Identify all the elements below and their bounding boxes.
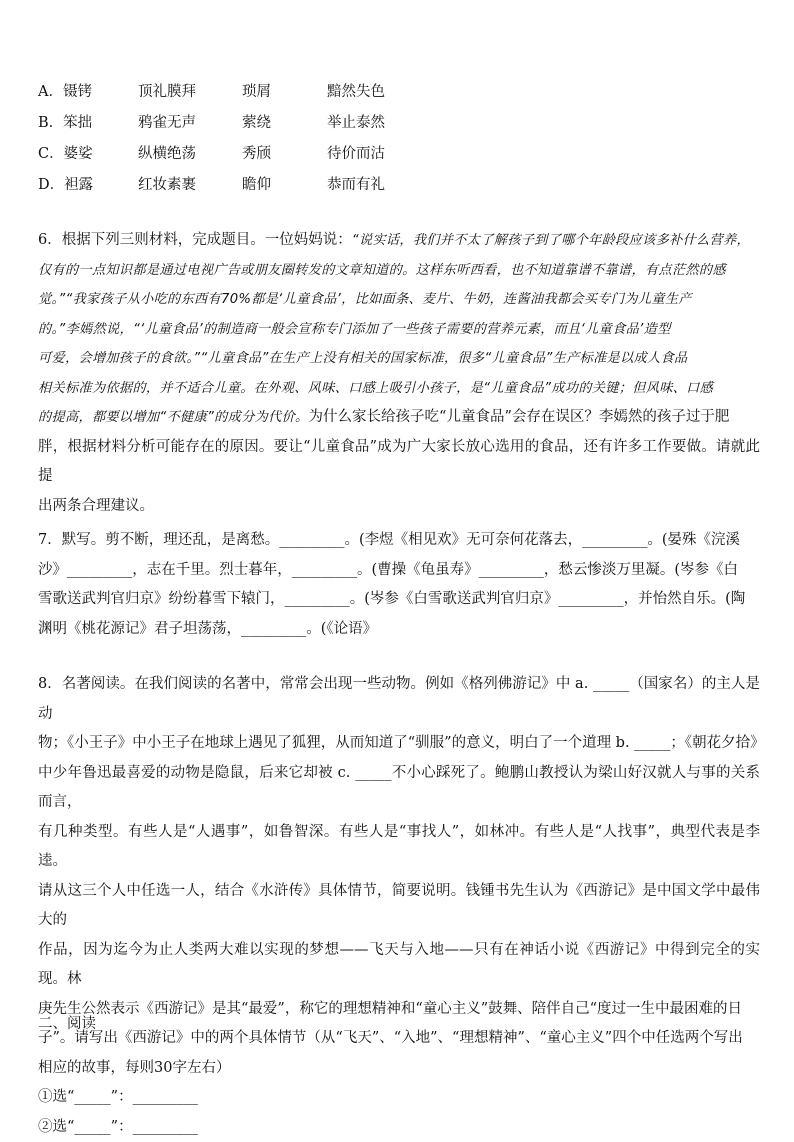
question-8-line: 相应的故事，每则30字左右） [38,1054,760,1084]
question-7 [38,526,760,644]
question-6-quote: “说实话，我们并不太了解孩子到了哪个年龄段应该多补什么营养， [352,233,750,248]
option-word-4: 举止泰然 [327,111,527,142]
option-word-2: 纵横绝荡 [138,142,242,173]
option-word-3: 萦绕 [242,111,327,142]
option-word-1: C．婆娑 [38,142,138,173]
answer-line-2: ②选“_____”：_________ [38,1113,760,1142]
option-word-2: 顶礼膜拜 [138,80,242,111]
question-6-line [38,226,760,256]
question-6-line: 胖，根据材料分析可能存在的原因。要让“儿童食品”成为广大家长放心选用的食品，还有许多工作要做。请就此提 [38,433,760,492]
option-row-d [38,173,758,204]
question-6 [38,226,760,521]
option-word-3: 秀颀 [242,142,327,173]
section-heading: 二、阅读 [38,1011,96,1037]
question-8-line: 庚先生公然表示《西游记》是其“最爱”，称它的理想精神和“童心主义”鼓舞、陪伴自己“度过一生中最困难的日 [38,995,760,1025]
option-word-3: 琐屑 [242,80,327,111]
question-8-line: 物；《小王子》中小王子在地球上遇见了狐狸，从而知道了“驯服”的意义，明白了一个道理 b. _____；《朝花夕拾》 [38,729,760,759]
question-7-line: 雪歌送武判官归京》纷纷暮雪下辕门，_________。(岑参《白雪歌送武判官归京》_________，并怡然自乐。(陶 [38,585,760,615]
question-6-line [38,403,760,433]
question-6-line: 相关标准为依据的，并不适合儿童。在外观、风味、口感上吸引小孩子，是“儿童食品”成功的关键；但风味、口感 [38,374,760,404]
question-6-prompt: 6．根据下列三则材料，完成题目。一位妈妈说： [38,232,352,248]
option-word-4: 待价而沽 [327,142,527,173]
question-8-line: 作品，因为迄今为止人类两大难以实现的梦想——飞天与入地——只有在神话小说《西游记》中得到完全的实现。林 [38,936,760,995]
question-8-line: 8．名著阅读。在我们阅读的名著中，常常会出现一些动物。例如《格列佛游记》中 a. _____（国家名）的主人是动 [38,670,760,729]
option-word-2: 红妆素裹 [138,173,242,204]
question-6-quote: 的提高，都要以增加“不健康”的成分为代价。 [38,410,309,425]
question-8-line: 子”。请写出《西游记》中的两个具体情节（从“飞天”、“入地”、“理想精神”、“童心主义”四个中任选两个写出 [38,1024,760,1054]
option-word-1: B．笨拙 [38,111,138,142]
option-word-4: 黯然失色 [327,80,527,111]
question-7-line: 渊明《桃花源记》君子坦荡荡，_________。(《论语》 [38,615,760,645]
question-7-line: 7．默写。剪不断，理还乱，是离愁。_________。(李煜《相见欢》无可奈何花落去，_________。(晏殊《浣溪 [38,526,760,556]
question-6-line: 仅有的一点知识都是通过电视广告或朋友圈转发的文章知道的。这样东听西看，也不知道靠谱不靠谱，有点茫然的感 [38,256,760,286]
question-7-line: 沙》_________，志在千里。烈士暮年，_________。(曹操《龟虽寿》_________，愁云惨淡万里凝。(岑参《白 [38,556,760,586]
answer-options [38,80,758,204]
option-row-a [38,80,758,111]
option-row-b [38,111,758,142]
question-6-line: 出两条合理建议。 [38,492,760,522]
option-word-3: 瞻仰 [242,173,327,204]
option-word-2: 鸦雀无声 [138,111,242,142]
option-word-1: D．袒露 [38,173,138,204]
question-8-line: 中少年鲁迅最喜爱的动物是隐鼠，后来它却被 c. _____不小心踩死了。鲍鹏山教授认为梁山好汉就人与事的关系而言， [38,759,760,818]
question-6-line: 的。”李嫣然说，“‘儿童食品’的制造商一般会宣称专门添加了一些孩子需要的营养元素，而且‘儿童食品’造型 [38,315,760,345]
question-8 [38,670,760,1142]
option-row-c [38,142,758,173]
question-8-line: 有几种类型。有些人是“人遇事”，如鲁智深。有些人是“事找人”，如林冲。有些人是“人找事”，典型代表是李逵。 [38,818,760,877]
question-8-line: 请从这三个人中任选一人，结合《水浒传》具体情节，简要说明。钱锺书先生认为《西游记》是中国文学中最伟大的 [38,877,760,936]
option-word-4: 恭而有礼 [327,173,527,204]
answer-line-1: ①选“_____”：_________ [38,1083,760,1113]
question-6-line: 可爱，会增加孩子的食欲。”“儿童食品”在生产上没有相关的国家标准，很多“儿童食品”生产标准是以成人食品 [38,344,760,374]
question-6-line: 觉。”“我家孩子从小吃的东西有70%都是‘儿童食品’，比如面条、麦片、牛奶，连酱油我都会买专门为儿童生产 [38,285,760,315]
option-word-1: A．镊铐 [38,80,138,111]
question-6-prompt: 为什么家长给孩子吃“儿童食品”会存在误区？李嫣然的孩子过于肥 [309,409,730,425]
